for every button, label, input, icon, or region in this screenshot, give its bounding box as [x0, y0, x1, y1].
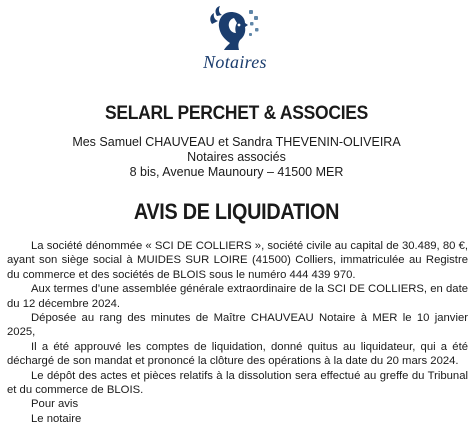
logo-wordmark: Notaires [203, 52, 267, 72]
notice-paragraph: La société dénommée « SCI DE COLLIERS », société civile au capital de 30.489, 80 €, ayant son siège social à MUIDES SUR LOIRE (41500) Colliers, immatriculée au Registre du commerce et des sociétés de BLOIS sous le numéro 444 439 970. [7, 240, 468, 281]
notice-body [7, 239, 468, 426]
notice-paragraph: Aux termes d’une assemblée générale extraordinaire de la SCI DE COLLIERS, en date du 12 décembre 2024. [7, 283, 468, 310]
notice-paragraph: Déposée au rang des minutes de Maître CHAUVEAU Notaire à MER le 10 janvier 2025, [7, 312, 468, 339]
notice-paragraph: Le dépôt des actes et pièces relatifs à la dissolution sera effectué au greffe du Tribunal et du commerce de BLOIS. [7, 369, 468, 397]
notice-paragraph: Il a été approuvé les comptes de liquidation, donné quitus au liquidateur, qui a été déchargé de son mandat et prononcé la clôture des opérations à la date du 20 mars 2024. [7, 340, 468, 368]
notice-title: AVIS DE LIQUIDATION [133, 199, 340, 224]
partners-line: Mes Samuel CHAUVEAU et Sandra THEVENIN-OLIVEIRA [72, 135, 401, 149]
role-line: Notaires associés [187, 150, 286, 164]
notice-closing: Pour avis [31, 398, 79, 411]
marianne-notaires-logo-icon [209, 6, 261, 50]
notaires-logo [180, 6, 290, 72]
address-line: 8 bis, Avenue Maunoury – 41500 MER [129, 165, 344, 179]
notice-signature: Le notaire [31, 412, 82, 425]
firm-name: SELARL PERCHET & ASSOCIES [104, 103, 369, 124]
